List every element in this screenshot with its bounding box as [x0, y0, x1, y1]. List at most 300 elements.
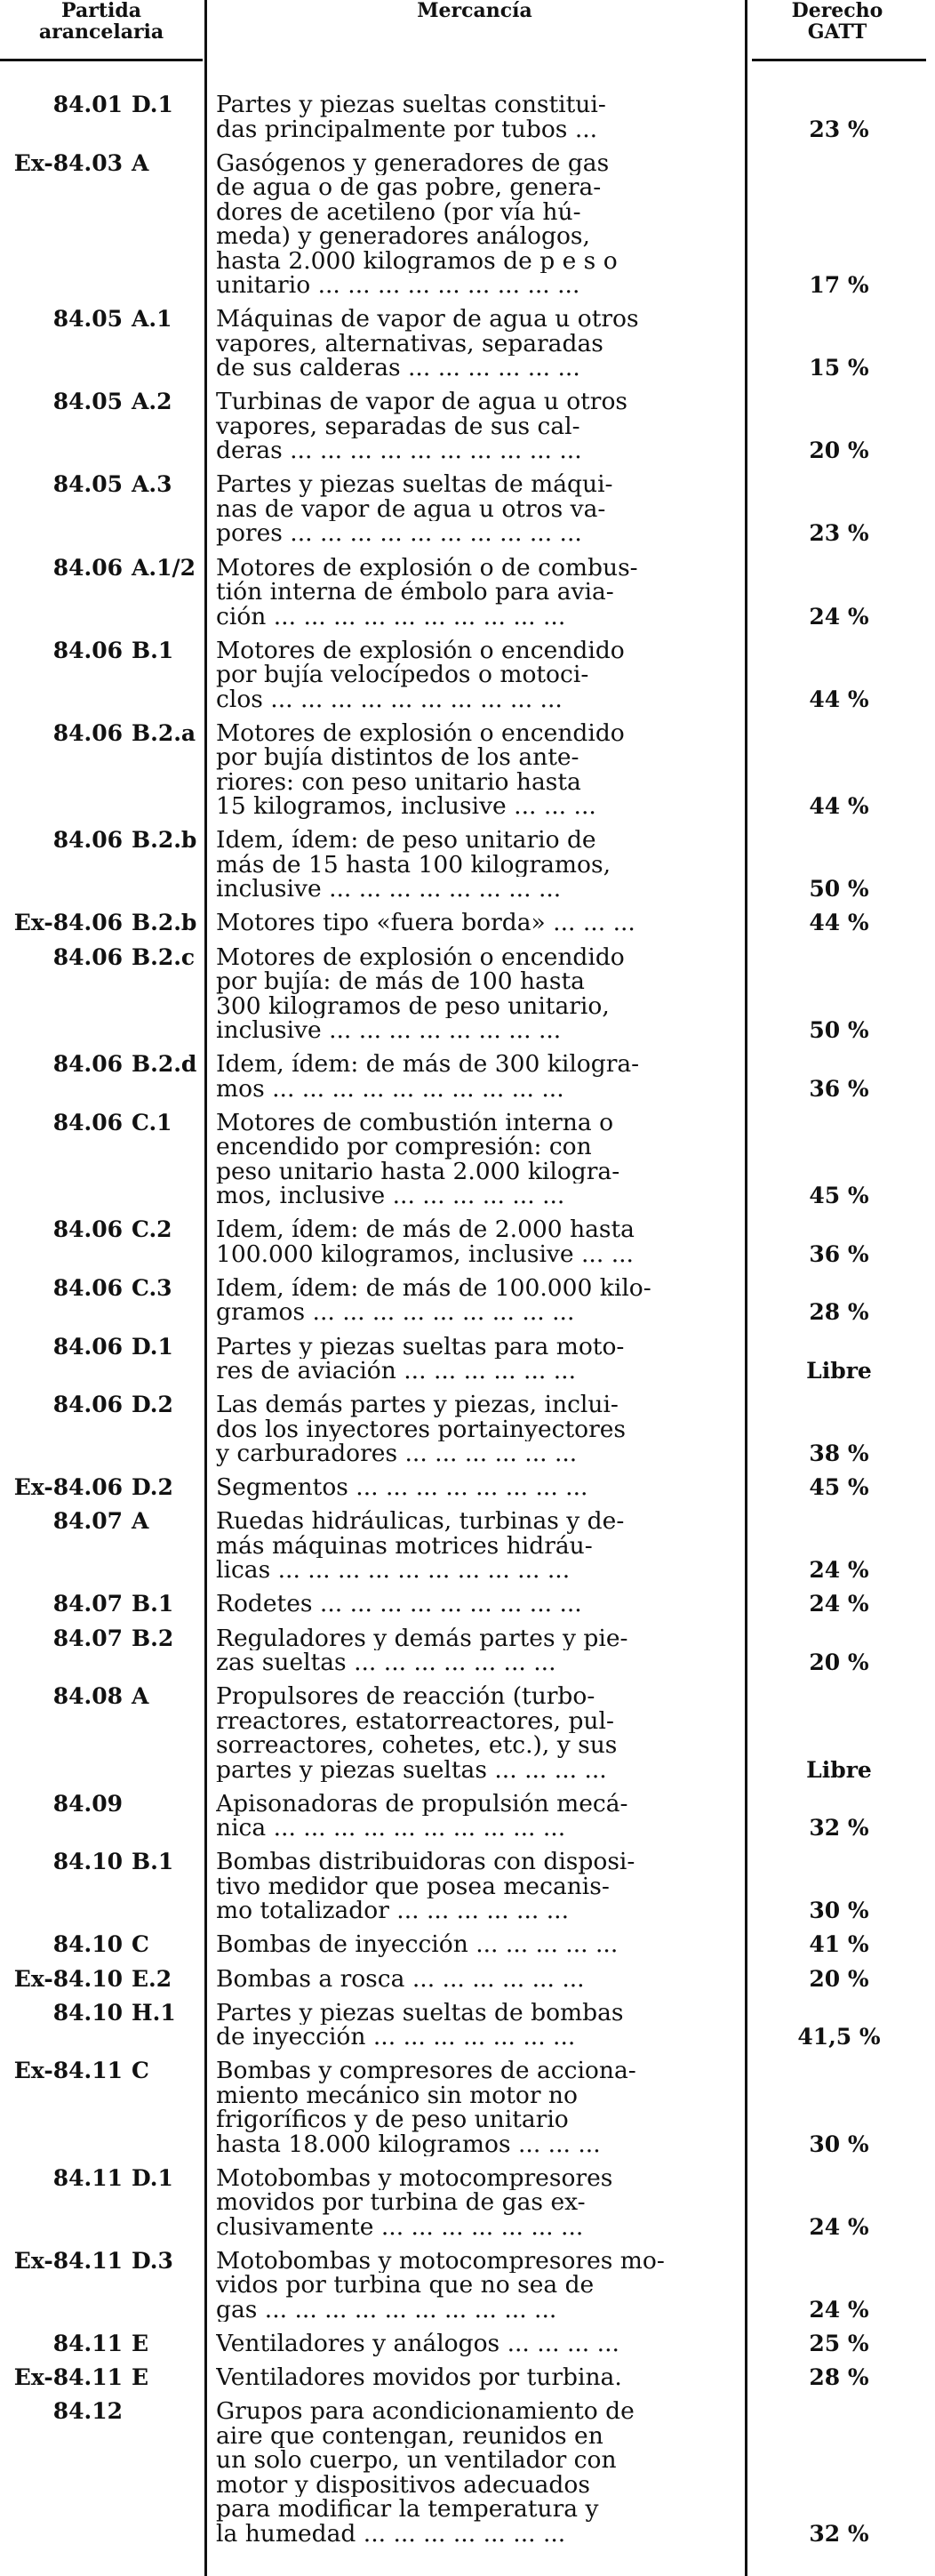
partida-value: 84.07 — [52, 1591, 123, 1617]
merchandise-description — [216, 911, 729, 935]
partida-code — [0, 1111, 204, 1136]
description-line: encendido por compresión: con — [216, 1135, 592, 1160]
description-line: Bombas a rosca ... ... ... ... ... ... — [216, 1966, 585, 1991]
description-line: de inyección ... ... ... ... ... ... ... — [216, 2025, 576, 2050]
description-line: miento mecánico sin motor no — [216, 2082, 578, 2108]
partida-number — [43, 2166, 123, 2191]
partida-number — [14, 151, 123, 176]
gatt-rate: 50 % — [809, 1017, 869, 1043]
partida-number — [14, 2058, 123, 2083]
description-line: Motores de explosión o encendido — [216, 638, 625, 663]
gatt-rate: 36 % — [809, 1075, 869, 1102]
partida-value: 84.11 — [52, 2058, 123, 2084]
header-partida-line1: Partida — [61, 0, 141, 22]
description-line: motor y dispositivos adecuados — [216, 2472, 590, 2498]
merchandise-description — [216, 2399, 729, 2546]
description-line: Motores de explosión o de combus- — [216, 555, 638, 580]
description-line: frigoríficos y de peso unitario — [216, 2107, 569, 2132]
description-line: Gasógenos y generadores de gas — [216, 150, 610, 176]
description-line: meda) y generadores análogos, — [216, 224, 590, 249]
header-partida — [0, 0, 203, 43]
gatt-rate: 20 % — [809, 1649, 869, 1675]
partida-value: 84.06 — [52, 1051, 123, 1078]
partida-subheading: C — [132, 1931, 149, 1958]
partida-subheading: A — [132, 1508, 149, 1535]
partida-number — [43, 1111, 123, 1136]
partida-subheading: B.2.d — [132, 1051, 197, 1078]
merchandise-description — [216, 307, 729, 381]
merchandise-description — [216, 1509, 729, 1583]
partida-code — [0, 1217, 204, 1242]
header-partida-line2: arancelaria — [38, 20, 164, 44]
merchandise-description — [216, 828, 729, 902]
description-line: por bujía velocípedos o motoci- — [216, 662, 589, 687]
description-line: de agua o de gas pobre, genera- — [216, 175, 602, 200]
gatt-rate: 36 % — [809, 1240, 869, 1267]
merchandise-description — [216, 1967, 729, 1992]
partida-subheading: B.2.b — [132, 910, 197, 936]
header-rule-right — [752, 59, 926, 61]
partida-number — [14, 911, 123, 935]
partida-code — [0, 1967, 204, 1992]
gatt-rate: 44 % — [809, 793, 869, 820]
description-line: Motores de combustión interna o — [216, 1110, 614, 1136]
partida-number — [43, 1626, 123, 1651]
partida-code — [0, 1475, 204, 1500]
partida-subheading: E — [132, 2331, 149, 2356]
description-line: Apisonadoras de propulsión mecá- — [216, 1791, 628, 1817]
merchandise-description — [216, 1217, 729, 1266]
partida-subheading: D.3 — [132, 2247, 173, 2274]
merchandise-description — [216, 1684, 729, 1782]
partida-code — [0, 389, 204, 414]
partida-number — [43, 472, 123, 497]
merchandise-description — [216, 2249, 729, 2323]
description-line: tivo medidor que posea mecanis- — [216, 1874, 610, 1899]
partida-number — [14, 2365, 123, 2390]
gatt-rate: Libre — [806, 1756, 872, 1783]
merchandise-description — [216, 1276, 729, 1325]
description-line: unitario ... ... ... ... ... ... ... ... ... — [216, 273, 580, 298]
description-line: Partes y piezas sueltas para moto- — [216, 1334, 625, 1359]
description-line: Partes y piezas sueltas de bombas — [216, 2000, 624, 2026]
description-line: nas de vapor de agua u otros va- — [216, 496, 606, 522]
gatt-rate: 24 % — [809, 1557, 869, 1584]
merchandise-description — [216, 2166, 729, 2240]
description-line: dores de acetileno (por vía hú- — [216, 199, 581, 225]
description-line: pores ... ... ... ... ... ... ... ... ... ... — [216, 521, 582, 546]
description-line: más de 15 hasta 100 kilogramos, — [216, 852, 611, 878]
description-line: movidos por turbina de gas ex- — [216, 2190, 586, 2215]
partida-number — [43, 828, 123, 853]
description-line: sorreactores, cohetes, etc.), y sus — [216, 1733, 618, 1758]
gatt-rate: 15 % — [809, 355, 869, 381]
partida-value: 84.06 — [52, 554, 123, 581]
description-line: ción ... ... ... ... ... ... ... ... ... ... — [216, 604, 566, 629]
partida-code — [0, 2399, 204, 2424]
header-rule-left — [0, 59, 203, 61]
partida-code — [0, 1792, 204, 1817]
merchandise-description — [216, 2058, 729, 2156]
partida-number — [43, 1276, 123, 1301]
header-mercancia: Mercancía — [417, 0, 532, 22]
description-line: 300 kilogramos de peso unitario, — [216, 993, 610, 1018]
description-line: Partes y piezas sueltas de máqui- — [216, 472, 613, 497]
partida-code — [0, 1684, 204, 1709]
gatt-rate: 38 % — [809, 1440, 869, 1467]
partida-code — [0, 92, 204, 117]
partida-code — [0, 1392, 204, 1417]
gatt-rate: 23 % — [809, 116, 869, 142]
description-line: tión interna de émbolo para avia- — [216, 580, 614, 605]
merchandise-description — [216, 2001, 729, 2050]
merchandise-description — [216, 2331, 729, 2356]
description-line: zas sueltas ... ... ... ... ... ... ... — [216, 1650, 556, 1675]
merchandise-description — [216, 638, 729, 712]
description-line: Bombas distribuidoras con disposi- — [216, 1850, 635, 1874]
partida-value: 84.07 — [52, 1625, 123, 1651]
merchandise-description — [216, 151, 729, 298]
gatt-rate: 17 % — [809, 272, 869, 299]
partida-code — [0, 1276, 204, 1301]
gatt-rate: 32 % — [809, 1815, 869, 1842]
merchandise-description — [216, 2365, 729, 2390]
description-line: hasta 18.000 kilogramos ... ... ... — [216, 2131, 601, 2157]
gatt-rate: 20 % — [809, 437, 869, 464]
description-line: Las demás partes y piezas, inclui- — [216, 1392, 619, 1417]
partida-code — [0, 2001, 204, 2026]
partida-subheading: C.3 — [132, 1274, 172, 1301]
merchandise-description — [216, 472, 729, 546]
merchandise-description — [216, 1932, 729, 1957]
description-line: clos ... ... ... ... ... ... ... ... ... ... — [216, 686, 563, 712]
partida-number — [43, 1335, 123, 1360]
partida-code — [0, 2365, 204, 2390]
partida-value: 84.09 — [52, 1790, 123, 1817]
partida-code — [0, 638, 204, 663]
partida-value: 84.06 — [52, 910, 123, 936]
gatt-rate: 44 % — [809, 910, 869, 936]
description-line: Reguladores y demás partes y pie- — [216, 1625, 628, 1650]
gatt-rate: 24 % — [809, 1591, 869, 1617]
description-line: Motobombas y motocompresores — [216, 2165, 613, 2191]
partida-number — [43, 721, 123, 746]
partida-code — [0, 1850, 204, 1874]
merchandise-description — [216, 1111, 729, 1208]
merchandise-description — [216, 1335, 729, 1384]
description-line: Idem, ídem: de más de 100.000 kilo- — [216, 1275, 651, 1301]
partida-number — [43, 2399, 123, 2424]
partida-subheading: A.1 — [132, 306, 172, 333]
partida-number — [43, 1392, 123, 1417]
partida-code — [0, 472, 204, 497]
partida-value: 84.07 — [52, 1508, 123, 1535]
partida-code — [0, 1335, 204, 1360]
partida-value: 84.12 — [52, 2398, 123, 2425]
gatt-rate: 24 % — [809, 2213, 869, 2240]
partida-number — [14, 1967, 123, 1992]
description-line: por bujía: de más de 100 hasta — [216, 969, 585, 994]
column-divider-right — [745, 0, 747, 2576]
partida-subheading: B.1 — [132, 637, 174, 663]
partida-number — [43, 2001, 123, 2026]
gatt-rate: 32 % — [809, 2520, 869, 2547]
description-line: partes y piezas sueltas ... ... ... ... — [216, 1757, 607, 1783]
merchandise-description — [216, 1626, 729, 1675]
partida-number — [14, 2249, 123, 2274]
description-line: res de aviación ... ... ... ... ... ... — [216, 1359, 576, 1384]
description-line: para modificar la temperatura y — [216, 2497, 599, 2522]
description-line: Propulsores de reacción (turbo- — [216, 1684, 595, 1709]
partida-value: 84.10 — [52, 1965, 123, 1992]
partida-value: 84.06 — [52, 1109, 123, 1136]
gatt-rate: 24 % — [809, 603, 869, 630]
partida-code — [0, 828, 204, 853]
description-line: la humedad ... ... ... ... ... ... ... — [216, 2521, 566, 2547]
partida-code — [0, 556, 204, 581]
partida-code — [0, 2058, 204, 2083]
description-line: vapores, alternativas, separadas — [216, 331, 603, 357]
partida-value: 84.01 — [52, 92, 123, 117]
partida-value: 84.06 — [52, 827, 123, 854]
partida-value: 84.08 — [52, 1683, 123, 1710]
partida-number — [14, 1475, 123, 1500]
partida-subheading: D.1 — [132, 2164, 173, 2191]
gatt-rate: 41 % — [809, 1931, 869, 1958]
description-line: vidos por turbina que no sea de — [216, 2273, 595, 2298]
merchandise-description — [216, 1850, 729, 1923]
description-line: das principalmente por tubos ... — [216, 116, 598, 141]
description-line: por bujía distintos de los ante- — [216, 745, 579, 770]
merchandise-description — [216, 1052, 729, 1101]
partida-number — [43, 307, 123, 332]
partida-number — [43, 1932, 123, 1957]
gatt-rate: 30 % — [809, 2131, 869, 2157]
partida-subheading: C — [132, 2058, 149, 2084]
partida-code — [0, 1509, 204, 1534]
description-line: mos ... ... ... ... ... ... ... ... ... ... — [216, 1076, 564, 1102]
partida-value: 84.06 — [52, 1392, 123, 1418]
description-line: dos los inyectores portainyectores — [216, 1416, 627, 1442]
partida-value: 84.11 — [52, 2164, 123, 2191]
description-line: mo totalizador ... ... ... ... ... ... — [216, 1898, 570, 1923]
column-divider-left — [204, 0, 207, 2576]
partida-number — [43, 556, 123, 581]
description-line: Partes y piezas sueltas constitui- — [216, 92, 606, 117]
merchandise-description — [216, 1792, 729, 1841]
partida-prefix: Ex- — [13, 2364, 53, 2391]
partida-subheading: D.1 — [132, 92, 173, 117]
partida-subheading: B.1 — [132, 1849, 174, 1875]
description-line: Idem, ídem: de más de 2.000 hasta — [216, 1217, 635, 1242]
partida-subheading: E — [132, 2364, 149, 2391]
partida-subheading: D.1 — [132, 1333, 173, 1360]
description-line: inclusive ... ... ... ... ... ... ... ... — [216, 877, 562, 902]
description-line: Motores de explosión o encendido — [216, 944, 625, 969]
partida-prefix: Ex- — [13, 1965, 53, 1992]
partida-code — [0, 945, 204, 970]
merchandise-description — [216, 1392, 729, 1466]
gatt-rate: 20 % — [809, 1965, 869, 1992]
gatt-rate: 44 % — [809, 686, 869, 712]
partida-value: 84.11 — [52, 2364, 123, 2391]
partida-prefix: Ex- — [13, 1474, 53, 1501]
merchandise-description — [216, 1475, 729, 1500]
description-line: peso unitario hasta 2.000 kilogra- — [216, 1159, 620, 1184]
header-derecho-line1: Derecho — [791, 0, 883, 22]
description-line: 15 kilogramos, inclusive ... ... ... — [216, 794, 596, 819]
description-line: gas ... ... ... ... ... ... ... ... ... ... — [216, 2297, 557, 2323]
description-line: inclusive ... ... ... ... ... ... ... ... — [216, 1018, 562, 1043]
partida-subheading: B.1 — [132, 1591, 174, 1617]
partida-number — [43, 92, 123, 117]
partida-prefix: Ex- — [13, 2058, 53, 2084]
gatt-rate: 23 % — [809, 520, 869, 547]
gatt-rate: 28 % — [809, 1299, 869, 1326]
gatt-rate: 45 % — [809, 1183, 869, 1209]
description-line: aire que contengan, reunidos en — [216, 2423, 603, 2449]
description-line: Rodetes ... ... ... ... ... ... ... ... ... — [216, 1592, 582, 1617]
partida-number — [43, 389, 123, 414]
partida-number — [43, 1684, 123, 1709]
merchandise-description — [216, 945, 729, 1043]
partida-subheading: C.1 — [132, 1109, 172, 1136]
gatt-rate: Libre — [806, 1358, 872, 1384]
partida-value: 84.11 — [52, 2331, 123, 2356]
partida-value: 84.10 — [52, 1931, 123, 1958]
partida-code — [0, 1626, 204, 1651]
partida-subheading: D.2 — [132, 1474, 173, 1501]
partida-subheading: B.2.c — [132, 943, 196, 970]
partida-value: 84.06 — [52, 1274, 123, 1301]
partida-value: 84.05 — [52, 471, 123, 498]
partida-subheading: B.2 — [132, 1625, 174, 1651]
partida-subheading: E.2 — [132, 1965, 172, 1992]
description-line: Bombas y compresores de acciona- — [216, 2058, 636, 2083]
partida-value: 84.06 — [52, 637, 123, 663]
gatt-rate: 25 % — [809, 2331, 869, 2356]
description-line: Idem, ídem: de más de 300 kilogra- — [216, 1052, 640, 1077]
merchandise-description — [216, 389, 729, 463]
gatt-rate: 41,5 % — [797, 2024, 881, 2050]
description-line: y carburadores ... ... ... ... ... ... — [216, 1441, 578, 1466]
description-line: Turbinas de vapor de agua u otros — [216, 389, 628, 414]
description-line: Idem, ídem: de peso unitario de — [216, 828, 596, 853]
merchandise-description — [216, 1592, 729, 1617]
partida-value: 84.11 — [52, 2247, 123, 2274]
partida-value: 84.03 — [52, 149, 123, 176]
partida-code — [0, 721, 204, 746]
description-line: de sus calderas ... ... ... ... ... ... — [216, 356, 580, 381]
description-line: Ventiladores movidos por turbina. — [216, 2365, 622, 2390]
partida-number — [43, 1052, 123, 1077]
description-line: riores: con peso unitario hasta — [216, 769, 581, 795]
gatt-rate: 45 % — [809, 1474, 869, 1501]
description-line: gramos ... ... ... ... ... ... ... ... ... — [216, 1300, 575, 1325]
merchandise-description — [216, 556, 729, 630]
partida-value: 84.10 — [52, 1849, 123, 1875]
partida-number — [43, 1850, 123, 1874]
partida-number — [43, 1509, 123, 1534]
partida-value: 84.06 — [52, 943, 123, 970]
description-line: Motores de explosión o encendido — [216, 720, 625, 746]
partida-subheading: A.2 — [132, 389, 172, 415]
partida-code — [0, 1932, 204, 1957]
partida-prefix: Ex- — [13, 149, 53, 176]
gatt-rate: 24 % — [809, 2296, 869, 2323]
partida-prefix: Ex- — [13, 910, 53, 936]
description-line: Ventiladores y análogos ... ... ... ... — [216, 2331, 619, 2356]
partida-subheading: A.1/2 — [132, 554, 196, 581]
partida-code — [0, 911, 204, 935]
partida-code — [0, 307, 204, 332]
description-line: mos, inclusive ... ... ... ... ... ... — [216, 1184, 565, 1208]
merchandise-description — [216, 92, 729, 141]
partida-value: 84.06 — [52, 1474, 123, 1501]
partida-number — [43, 2331, 123, 2356]
description-line: Máquinas de vapor de agua u otros — [216, 307, 639, 332]
description-line: 100.000 kilogramos, inclusive ... ... — [216, 1241, 634, 1267]
description-line: un solo cuerpo, un ventilador con — [216, 2448, 617, 2473]
description-line: Bombas de inyección ... ... ... ... ... — [216, 1932, 619, 1957]
partida-value: 84.10 — [52, 1999, 123, 2026]
partida-value: 84.05 — [52, 389, 123, 415]
description-line: vapores, separadas de sus cal- — [216, 413, 580, 439]
description-line: Segmentos ... ... ... ... ... ... ... ... — [216, 1475, 588, 1500]
partida-number — [43, 1592, 123, 1617]
partida-code — [0, 2331, 204, 2356]
description-line: Motores tipo «fuera borda» ... ... ... — [216, 911, 635, 935]
partida-value: 84.05 — [52, 306, 123, 333]
partida-subheading: H.1 — [132, 1999, 176, 2026]
description-line: Motobombas y motocompresores mo- — [216, 2248, 665, 2274]
partida-subheading: A — [132, 149, 149, 176]
partida-value: 84.06 — [52, 1333, 123, 1360]
description-line: hasta 2.000 kilogramos de p e s o — [216, 248, 618, 274]
description-line: Ruedas hidráulicas, turbinas y de- — [216, 1509, 625, 1534]
partida-code — [0, 2166, 204, 2191]
partida-number — [43, 945, 123, 970]
description-line: nica ... ... ... ... ... ... ... ... ... ... — [216, 1816, 566, 1841]
gatt-rate: 28 % — [809, 2364, 869, 2391]
partida-subheading: A.3 — [132, 471, 172, 498]
partida-subheading: C.2 — [132, 1216, 172, 1243]
description-line: Grupos para acondicionamiento de — [216, 2399, 635, 2424]
partida-number — [43, 638, 123, 663]
partida-prefix: Ex- — [13, 2247, 53, 2274]
header-derecho-line2: GATT — [807, 20, 867, 44]
description-line: clusivamente ... ... ... ... ... ... ... — [216, 2214, 584, 2240]
description-line: deras ... ... ... ... ... ... ... ... ... ... — [216, 438, 582, 463]
partida-subheading: A — [132, 1683, 149, 1710]
partida-subheading: B.2.b — [132, 827, 197, 854]
gatt-rate: 50 % — [809, 876, 869, 903]
merchandise-description — [216, 721, 729, 819]
partida-value: 84.06 — [52, 719, 123, 746]
partida-subheading: B.2.a — [132, 719, 196, 746]
partida-number — [43, 1792, 123, 1817]
partida-code — [0, 151, 204, 176]
partida-code — [0, 1052, 204, 1077]
partida-number — [43, 1217, 123, 1242]
partida-value: 84.06 — [52, 1216, 123, 1243]
partida-code — [0, 1592, 204, 1617]
header-derecho — [748, 0, 926, 43]
partida-code — [0, 2249, 204, 2274]
gatt-rate: 30 % — [809, 1898, 869, 1924]
description-line: licas ... ... ... ... ... ... ... ... ... ... — [216, 1558, 571, 1583]
description-line: más máquinas motrices hidráu- — [216, 1533, 593, 1559]
